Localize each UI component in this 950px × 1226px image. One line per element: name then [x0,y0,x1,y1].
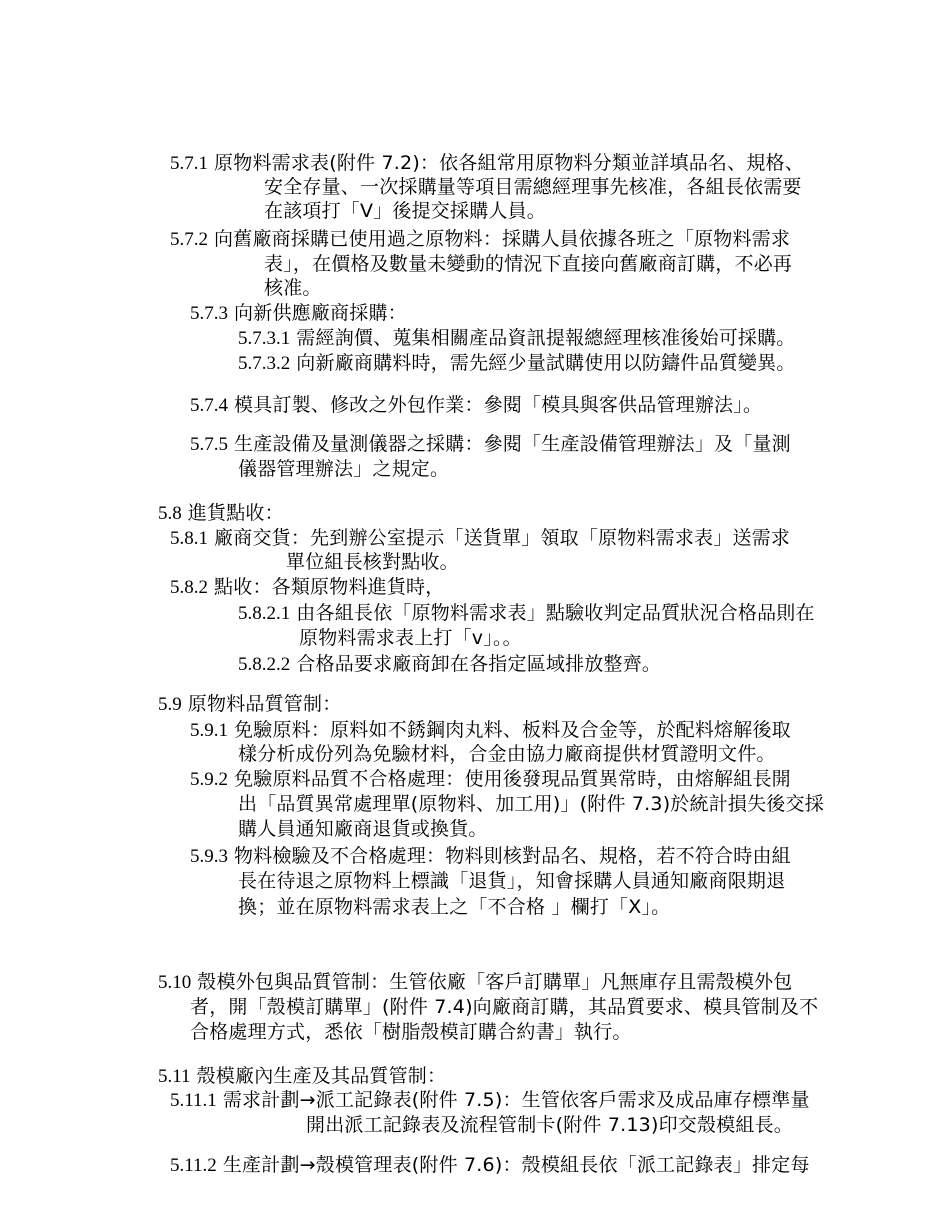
section-5-8-heading: 5.8 進貨點收： [158,502,284,524]
item-5-7-1-line-1: 5.7.1 原物料需求表(附件 7.2)：依各組常用原物料分類並詳填品名、規格、 [170,152,804,174]
item-5-7-2-line-1: 5.7.2 向舊廠商採購已使用過之原物料：採購人員依據各班之「原物料需求 [170,228,791,250]
item-5-9-3-line-1: 5.9.3 物料檢驗及不合格處理：物料則核對品名、規格，若不符合時由組 [190,845,791,867]
item-5-11-2-line-1: 5.11.2 生產計劃→殼模管理表(附件 7.6)：殼模組長依「派工記錄表」排定每 [170,1154,810,1176]
item-5-9-2-line-3: 購人員通知廠商退貨或換貨。 [238,818,488,840]
item-5-9-2-line-1: 5.9.2 免驗原料品質不合格處理：使用後發現品質異常時，由熔解組長開 [190,768,791,790]
item-5-11-1-line-1: 5.11.1 需求計劃→派工記錄表(附件 7.5)：生管依客戶需求及成品庫存標準量 [170,1089,810,1111]
item-5-7-2-line-3: 核准。 [264,277,322,299]
item-5-9-3-line-2: 長在待退之原物料上標識「退貨」，知會採購人員通知廠商限期退 [238,870,786,892]
item-5-7-1-line-3: 在該項打「V」後提交採購人員。 [264,200,546,222]
section-5-10-line-1: 5.10 殼模外包與品質管制：生管依廠「客戶訂購單」凡無庫存且需殼模外包 [158,971,793,993]
item-5-7-5-line-2: 儀器管理辦法」之規定。 [238,458,450,480]
section-5-9-heading: 5.9 原物料品質管制： [158,693,342,715]
item-5-8-1-line-1: 5.8.1 廠商交貨：先到辦公室提示「送貨單」領取「原物料需求表」送需求 [170,527,791,549]
item-5-7-3-2: 5.7.3.2 向新廠商購料時，需先經少量試購使用以防鑄件品質變異。 [238,352,796,374]
section-5-10-line-3: 合格處理方式，悉依「樹脂殼模訂購合約書」執行。 [190,1021,632,1043]
section-5-11-heading: 5.11 殼模廠內生產及其品質管制： [158,1065,447,1087]
item-5-11-1-line-2: 開出派工記錄表及流程管制卡(附件 7.13)印交殼模組長。 [306,1114,793,1136]
item-5-8-2: 5.8.2 點收：各類原物料進貨時， [170,576,445,598]
item-5-8-2-1-line-2: 原物料需求表上打「v」。。 [299,627,522,649]
item-5-7-1-line-2: 安全存量、一次採購量等項目需總經理事先核准，各組長依需要 [264,176,802,198]
item-5-7-3-1: 5.7.3.1 需經詢價、蒐集相關產品資訊提報總經理核准後始可採購。 [238,327,796,349]
item-5-7-5-line-1: 5.7.5 生產設備及量測儀器之採購：參閱「生產設備管理辦法」及「量測 [190,433,791,455]
item-5-8-2-1-line-1: 5.8.2.1 由各組長依「原物料需求表」點驗收判定品質狀況合格品則在 [238,602,815,624]
item-5-9-3-line-3: 換；並在原物料需求表上之「不合格 」欄打「X」。 [238,896,671,918]
item-5-7-4: 5.7.4 模具訂製、修改之外包作業：參閱「模具與客供品管理辦法」。 [190,394,763,416]
item-5-9-2-line-2: 出「品質異常處理單(原物料、加工用)」(附件 7.3)於統計損失後交採 [238,793,824,815]
item-5-8-1-line-2: 單位組長核對點收。 [286,551,459,573]
item-5-7-3: 5.7.3 向新供應廠商採購： [190,302,407,324]
item-5-8-2-2: 5.8.2.2 合格品要求廠商卸在各指定區域排放整齊。 [238,653,662,675]
item-5-7-2-line-2: 表」，在價格及數量未變動的情況下直接向舊廠商訂購，不必再 [264,253,793,275]
item-5-9-1-line-2: 樣分析成份列為免驗材料，合金由協力廠商提供材質證明文件。 [238,743,776,765]
item-5-9-1-line-1: 5.9.1 免驗原料：原料如不銹鋼肉丸料、板料及合金等，於配料熔解後取 [190,719,791,741]
section-5-10-line-2: 者，開「殼模訂購單」(附件 7.4)向廠商訂購，其品質要求、模具管制及不 [190,996,819,1018]
